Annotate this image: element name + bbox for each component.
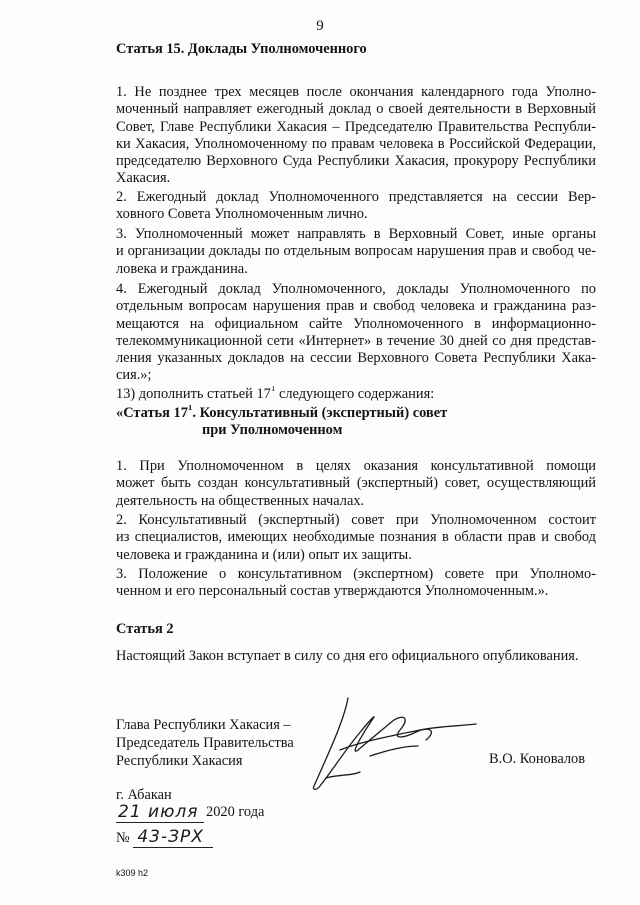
page-number: 9 [316,18,324,34]
article-17-heading-prefix: «Статья 17 [116,405,188,421]
article-15-p3 [116,226,596,278]
text-line: деятельность на общественных началах. [116,492,365,509]
text-line: ления указанных докладов на сессии Верховного Совета Республики Хака- [116,350,596,367]
item-13-sup: 1 [270,386,276,394]
text-line: 3. Уполномоченный может направлять в Верховный Совет, иные органы [116,226,596,242]
handwritten-date: 21 июля [116,802,204,823]
text-line: 1. Не позднее трех месяцев после окончания календарного года Уполно- [116,84,596,100]
signatory-title-line: Председатель Правительства [116,735,294,751]
text-line: телекоммуникационной сети «Интернет» в течение 30 дней со дня представ- [116,332,596,349]
text-line: Хакасия. [116,170,171,187]
place: г. Абакан [116,787,172,803]
text-line: мещаются на официальном сайте Уполномоченного в информационно- [116,315,596,332]
document-code: k309 h2 [116,868,149,878]
text-line: 2. Ежегодный доклад Уполномоченного представляется на сессии Вер- [116,189,596,205]
text-line: Совет, Главе Республики Хакасия – Председателю Правительства Республи- [116,118,596,135]
article-17-heading-line2: при Уполномоченном [202,422,343,439]
handwritten-number: 43-ЗРХ [133,827,213,848]
article-2-heading: Статья 2 [116,621,174,637]
number-sign: № [116,830,130,846]
text-line: 1. При Уполномоченном в целях оказания консультативной помощи [116,458,596,474]
signatory-name: В.О. Коновалов [489,751,586,767]
signatory-title-line: Республики Хакасия [116,753,243,769]
article-2-text-block [116,648,596,665]
article-17-p2 [116,512,596,564]
signatory-title-line: Глава Республики Хакасия – [116,717,291,733]
text-line: ловека и гражданина. [116,260,248,277]
text-line: 3. Положение о консультативном (экспертном) совете при Уполномо- [116,566,596,582]
text-line: и организации доклады по отдельным вопросам нарушения прав и свобод че- [116,243,596,260]
item-13-text [116,386,596,403]
text-line: человека и гражданина и (или) опыт их защиты. [116,546,412,563]
article-17-p3 [116,566,596,601]
article-2-text: Настоящий Закон вступает в силу со дня его официального опубликования. [116,648,579,664]
article-2 [116,621,596,638]
article-15-p2 [116,189,596,224]
article-17-heading-suffix: . Консультативный (экспертный) совет [192,405,448,421]
article-17-heading [116,405,596,440]
article-15 [116,41,596,58]
text-line: моченный направляет ежегодный доклад о своей деятельности в Верховный [116,101,596,118]
text-line: ченном и его персональный состав утверждаются Уполномоченным.». [116,583,549,600]
date [116,802,316,824]
article-15-heading: Статья 15. Доклады Уполномоченного [116,41,367,57]
article-15-p1 [116,84,596,188]
text-line: ки Хакасия, Уполномоченному по правам человека в Российской Федерации, [116,135,596,152]
item-13-suffix: следующего содержания: [275,386,435,402]
text-line: 4. Ежегодный доклад Уполномоченного, доклады Уполномоченного по [116,281,596,297]
text-line: отдельным вопросам нарушения прав и свобод человека и гражданина раз- [116,298,596,315]
article-15-p4 [116,281,596,385]
article-17-heading-sup: 1 [187,405,193,413]
handwritten-signature [300,690,490,800]
article-17-p1 [116,458,596,510]
law-number [116,827,213,848]
article-17-heading-line1 [116,405,596,422]
text-line: из специалистов, имеющих необходимые познания в области прав и свобод [116,529,596,546]
signatory-title [116,716,294,770]
text-line: председателю Верховного Суда Республики Хакасия, прокурору Республики [116,153,596,170]
item-13-prefix: 13) дополнить статьей 17 [116,386,271,402]
item-13 [116,386,596,403]
text-line: может быть создан консультативный (экспертный) совет, осуществляющий [116,475,596,492]
date-suffix: 2020 года [206,804,265,820]
text-line: сия.»; [116,367,152,384]
text-line: ховного Совета Уполномоченным лично. [116,206,368,223]
text-line: 2. Консультативный (экспертный) совет при Уполномоченном состоит [116,512,596,528]
